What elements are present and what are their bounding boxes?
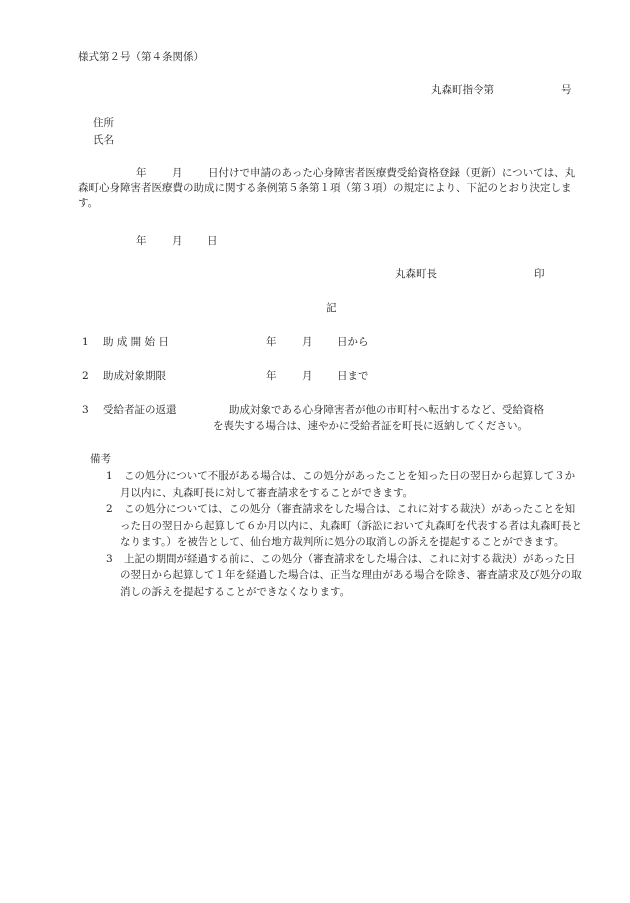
item-1-number: 1 xyxy=(82,336,89,348)
note-2-number: 2 xyxy=(106,503,113,515)
item-3-label: 受給者証の返還 xyxy=(103,404,177,416)
notes-heading: 備考 xyxy=(90,453,111,465)
item-2-number: 2 xyxy=(82,370,89,382)
body-paragraph: 日付けで申請のあった心身障害者医療費受給資格登録（更新）については、丸森町心身障害者医療費の助成に関する条例第５条第１項（第３項）の規定により、下記のとおり決定します。 xyxy=(78,167,576,209)
note-item xyxy=(102,501,584,551)
body-month: 月 xyxy=(172,167,183,179)
item-1-day: 日から xyxy=(337,336,369,348)
note-3-text: 上記の期間が経過する前に、この処分（審査請求をした場合は、これに対する裁決）があった日の翌日から起算して１年を経過した場合は、正当な理由がある場合を除き、審査請求及び処分の取消しの訴えを提起することができなくなります。 xyxy=(120,552,582,598)
note-1-number: 1 xyxy=(106,470,113,482)
note-item xyxy=(102,468,584,501)
notice-number-prefix: 丸森町指令第 xyxy=(431,84,494,96)
item-2-month: 月 xyxy=(302,370,313,382)
item-2-day: 日まで xyxy=(337,370,369,382)
address-label: 住所 xyxy=(93,117,114,129)
date-day: 日 xyxy=(207,235,218,247)
form-label: 様式第２号（第４条関係） xyxy=(78,51,204,63)
note-1-text: この処分について不服がある場合は、この処分があったことを知った日の翌日から起算して３か月以内に、丸森町長に対して審査請求をすることができます。 xyxy=(120,470,576,499)
note-2-text: この処分については、この処分（審査請求をした場合は、これに対する裁決）があったことを知った日の翌日から起算して６か月以内に、丸森町（訴訟において丸森町を代表する者は丸森町長となります。）を被告として、仙台地方裁判所に処分の取消しの訴えを提起することができます。 xyxy=(120,503,582,548)
item-3-text-line2: を喪失する場合は、速やかに受給者証を町長に返納してください。 xyxy=(213,420,528,432)
seal-mark: 印 xyxy=(534,268,545,280)
item-2-year: 年 xyxy=(266,370,277,382)
note-item xyxy=(102,551,584,601)
item-3-text-line1: 助成対象である心身障害者が他の市町村へ転出するなど、受給資格 xyxy=(229,404,544,416)
notice-number-suffix: 号 xyxy=(561,84,572,96)
body-year: 年 xyxy=(136,167,147,179)
item-2-label: 助成対象期限 xyxy=(103,370,166,382)
item-1-year: 年 xyxy=(266,336,277,348)
item-1-label: 助 成 開 始 日 xyxy=(103,336,169,348)
name-label: 氏名 xyxy=(93,134,114,146)
date-month: 月 xyxy=(172,235,183,247)
issuer-title: 丸森町長 xyxy=(395,268,437,280)
item-1-month: 月 xyxy=(302,336,313,348)
notes-list xyxy=(102,468,584,600)
ki-heading: 記 xyxy=(326,302,337,314)
note-3-number: 3 xyxy=(106,552,113,565)
date-year: 年 xyxy=(136,235,147,247)
item-3-number: 3 xyxy=(82,404,89,416)
